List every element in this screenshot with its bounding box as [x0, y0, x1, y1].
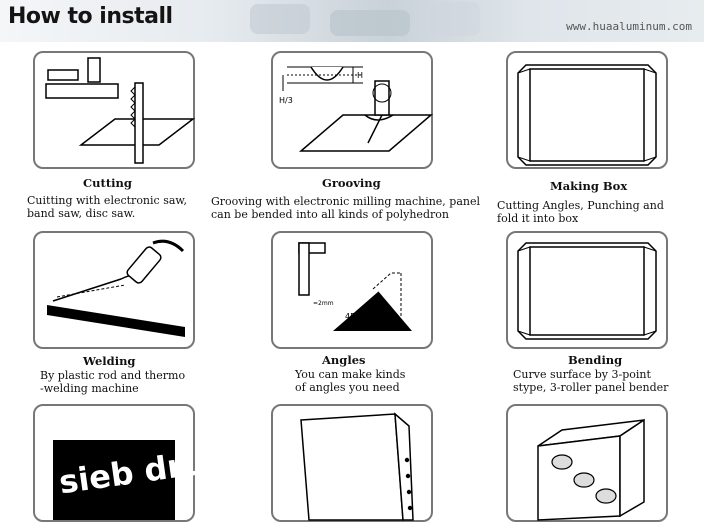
panel-edge-icon [273, 406, 431, 520]
angles-illustration [271, 231, 433, 349]
label-dimension: =2mm [313, 300, 334, 307]
step-description: stype, 3-roller panel bender [513, 381, 669, 394]
step-title: Making Box [550, 179, 628, 193]
label-h: H [357, 71, 364, 80]
step-description: By plastic rod and thermo [40, 369, 186, 382]
step-description: Curve surface by 3-point [513, 368, 651, 381]
cutting-illustration [33, 51, 195, 169]
step-description: Cutting Angles, Punching and [497, 199, 664, 212]
grooving-illustration [271, 51, 433, 169]
block-illustration [506, 404, 668, 522]
banner-photo-shape [430, 2, 480, 36]
step-title: Welding [83, 354, 136, 368]
box-unfolded-icon [508, 233, 666, 347]
label-degrees: 45° [345, 312, 360, 321]
step-description: Cuitting with electronic saw, [27, 194, 188, 207]
website-url: www.huaaluminum.com [566, 20, 692, 33]
panel-fixing-illustration [271, 404, 433, 522]
grooving-icon [273, 53, 431, 167]
welding-illustration [33, 231, 195, 349]
cutting-icon [35, 53, 193, 167]
step-title: Grooving [322, 176, 381, 190]
banner-photo-shape [250, 4, 310, 34]
step-title: Cutting [83, 176, 132, 190]
step-description: -welding machine [40, 382, 139, 395]
step-description: can be bended into all kinds of polyhedron [211, 208, 449, 221]
header-banner [0, 0, 704, 42]
banner-photo-shape [330, 10, 410, 36]
step-description: Grooving with electronic milling machine, panel [211, 195, 481, 208]
step-description: band saw, disc saw. [27, 207, 136, 220]
step-description: of angles you need [295, 381, 400, 394]
making-box-illustration [506, 51, 668, 169]
step-description: fold it into box [497, 212, 579, 225]
page-title: How to install [8, 4, 173, 29]
screen-print-icon [35, 406, 227, 520]
printed-text: sieb druc [56, 440, 227, 502]
step-title: Bending [568, 353, 623, 367]
step-description: You can make kinds [295, 368, 406, 381]
bending-illustration [506, 231, 668, 349]
cube-icon [508, 406, 666, 520]
label-h-fraction: H/3 [279, 96, 293, 105]
printing-illustration [33, 404, 227, 522]
box-unfolded-icon [508, 53, 666, 167]
step-title: Angles [322, 353, 366, 367]
angle-bend-icon [273, 233, 431, 347]
welding-icon [35, 233, 193, 347]
